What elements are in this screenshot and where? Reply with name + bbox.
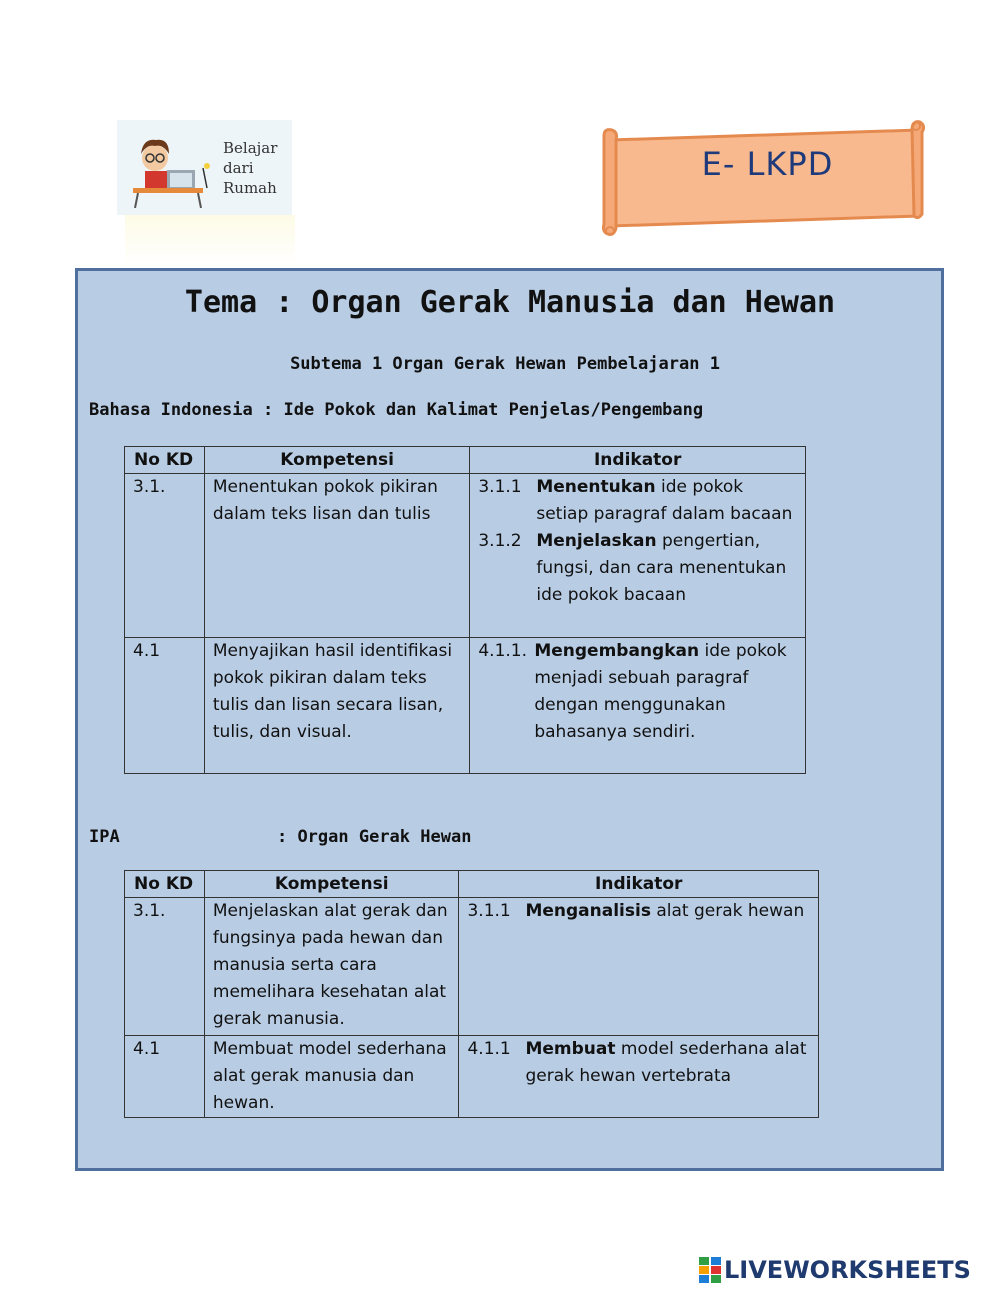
header-kompetensi: Kompetensi	[204, 871, 459, 898]
cell-no-kd: 4.1	[125, 638, 205, 774]
indikator-rest: alat gerak hewan	[650, 901, 805, 921]
logo-line-3: Rumah	[223, 179, 277, 197]
kd-table-bahasa-indonesia	[124, 446, 806, 774]
indikator-text	[525, 898, 804, 925]
header-indikator: Indikator	[470, 447, 806, 474]
table-header-row	[125, 871, 819, 898]
indikator-rest: pengertian, fungsi, dan cara menentukan ide pokok bacaan	[536, 531, 787, 605]
table-header-row	[125, 447, 806, 474]
indikator-rest: ide pokok setiap paragraf dalam bacaan	[536, 477, 793, 524]
indikator-item	[478, 474, 797, 528]
indikator-text	[534, 638, 797, 746]
section-separator: :	[252, 400, 284, 420]
cell-indikator	[459, 1036, 819, 1118]
cell-no-kd: 3.1.	[125, 474, 205, 638]
section-topic: Organ Gerak Hewan	[297, 827, 472, 847]
indikator-verb: Mengembangkan	[534, 641, 700, 661]
indikator-verb: Menganalisis	[525, 901, 651, 921]
indikator-code: 4.1.1.	[478, 641, 528, 661]
page-subtitle: Subtema 1 Organ Gerak Hewan Pembelajaran 1	[290, 354, 720, 374]
section-subject: IPA	[89, 827, 120, 847]
indikator-verb: Menjelaskan	[536, 531, 657, 551]
section-ipa	[89, 827, 471, 847]
indikator-verb: Membuat	[525, 1039, 616, 1059]
indikator-code: 3.1.2	[478, 531, 522, 551]
cell-no-kd: 3.1.	[125, 898, 205, 1036]
cell-indikator	[470, 474, 806, 638]
indikator-code: 3.1.1	[478, 477, 522, 497]
indikator-text	[536, 528, 797, 609]
indikator-text	[536, 474, 797, 528]
kd-table-ipa	[124, 870, 819, 1118]
belajar-dari-rumah-logo	[117, 120, 292, 215]
table-row	[125, 1036, 819, 1118]
cell-kompetensi: Menyajikan hasil identifikasi pokok pikiran dalam teks tulis dan lisan secara lisan, tulis, dan visual.	[204, 638, 469, 774]
cell-kompetensi: Menjelaskan alat gerak dan fungsinya pada hewan dan manusia serta cara memelihara kesehatan alat gerak manusia.	[204, 898, 459, 1036]
indikator-verb: Menentukan	[536, 477, 656, 497]
logo-line-1: Belajar	[223, 139, 278, 157]
cell-indikator	[459, 898, 819, 1036]
cell-kompetensi: Menentukan pokok pikiran dalam teks lisan dan tulis	[204, 474, 469, 638]
cell-no-kd: 4.1	[125, 1036, 205, 1118]
indikator-rest: ide pokok menjadi sebuah paragraf dengan menggunakan bahasanya sendiri.	[534, 641, 787, 742]
indikator-text	[525, 1036, 810, 1090]
indikator-code: 4.1.1	[467, 1039, 511, 1059]
header-no-kd: No KD	[125, 871, 205, 898]
header-no-kd: No KD	[125, 447, 205, 474]
indikator-item	[467, 898, 810, 925]
section-separator: :	[266, 827, 298, 847]
section-bahasa-indonesia	[89, 400, 703, 420]
liveworksheets-blocks-icon	[699, 1257, 721, 1283]
table-row	[125, 638, 806, 774]
footer-brand: LIVEWORKSHEETS	[724, 1256, 971, 1284]
section-topic: Ide Pokok dan Kalimat Penjelas/Pengembang	[283, 400, 704, 420]
table-row	[125, 474, 806, 638]
table-row	[125, 898, 819, 1036]
indikator-item	[467, 1036, 810, 1090]
liveworksheets-logo[interactable]	[699, 1255, 971, 1285]
banner-title: E- LKPD	[701, 145, 834, 183]
header-indikator: Indikator	[459, 871, 819, 898]
page-title: Tema : Organ Gerak Manusia dan Hewan	[184, 285, 836, 320]
logo-shadow	[125, 215, 295, 265]
cell-kompetensi: Membuat model sederhana alat gerak manusia dan hewan.	[204, 1036, 459, 1118]
indikator-item	[478, 528, 797, 609]
header-kompetensi: Kompetensi	[204, 447, 469, 474]
child-at-desk-icon	[123, 128, 218, 208]
logo-line-2: dari	[223, 159, 254, 177]
section-subject: Bahasa Indonesia	[89, 400, 253, 420]
indikator-item	[478, 638, 797, 746]
cell-indikator	[470, 638, 806, 774]
indikator-rest: model sederhana alat gerak hewan vertebrata	[525, 1039, 807, 1086]
indikator-code: 3.1.1	[467, 901, 511, 921]
